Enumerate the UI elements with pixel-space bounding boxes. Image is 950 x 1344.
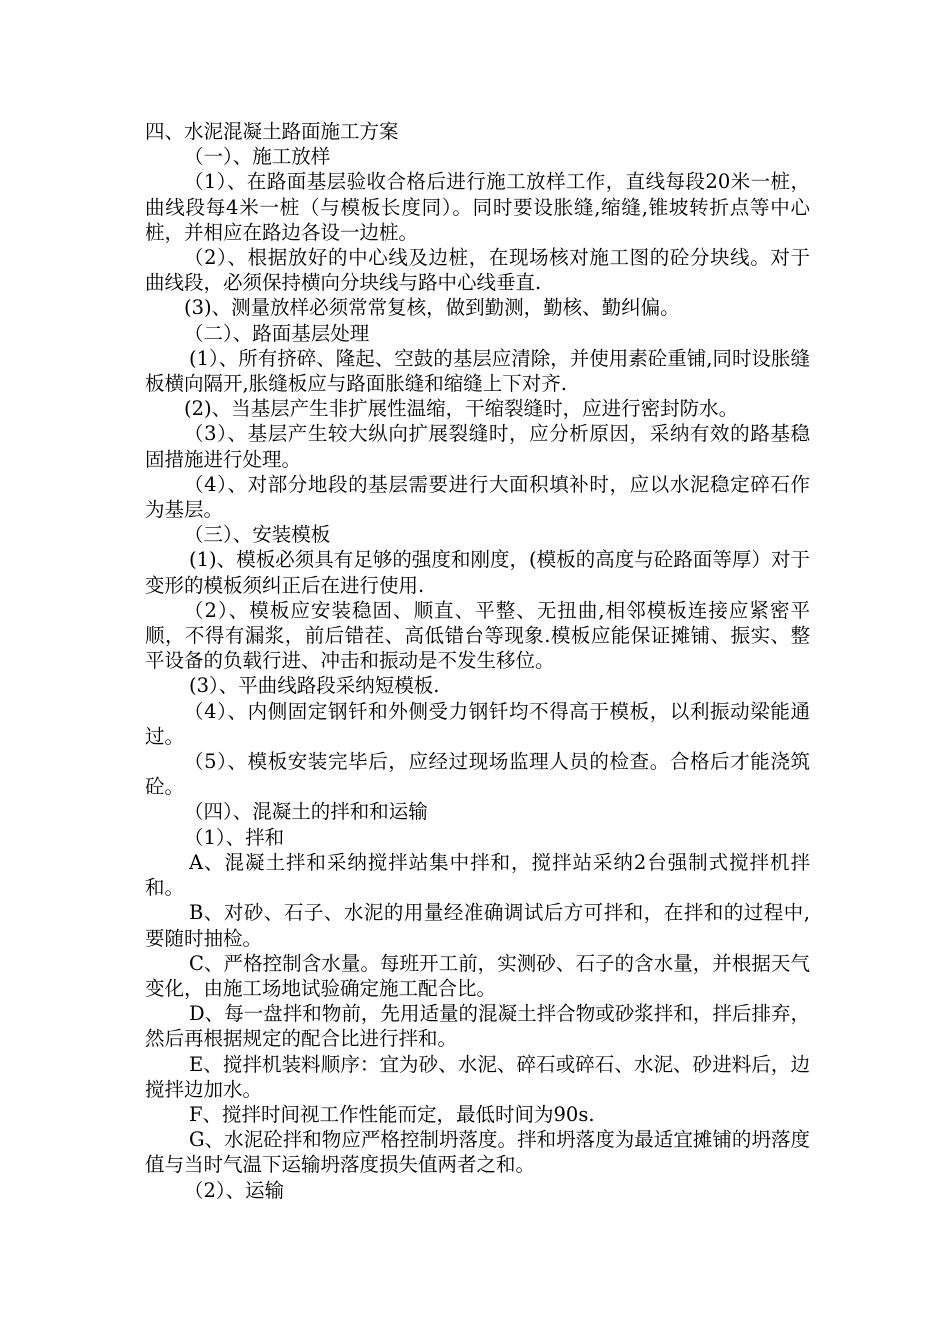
subsection-heading-mixing: （四）、混凝土的拌和和运输 (184, 800, 428, 824)
paragraph-mixing-d: D、每一盘拌和物前，先用适量的混凝土拌合物或砂浆拌和，拌后排弃，然后再根据规定的配合比进行拌和。 (145, 1002, 810, 1051)
paragraph-formwork-5: （5）、模板安装完毕后，应经过现场监理人员的检查。合格后才能浇筑砼。 (145, 750, 810, 799)
paragraph-layout-3: (3)、测量放样必须常常复核，做到勤测，勤核、勤纠偏。 (184, 296, 680, 320)
subheading-mixing: （1）、拌和 (184, 825, 285, 849)
paragraph-mixing-a: A、混凝土拌和采纳搅拌站集中拌和，搅拌站采纳2台强制式搅拌机拌和。 (145, 850, 810, 900)
section-heading: 四、水泥混凝土路面施工方案 (145, 120, 399, 143)
paragraph-mixing-b: B、对砂、石子、水泥的用量经准确调试后方可拌和，在拌和的过程中,要随时抽检。 (145, 901, 810, 950)
document-page (145, 119, 810, 1203)
paragraph-formwork-1: (1)、模板必须具有足够的强度和刚度，(模板的高度与砼路面等厚）对于变形的模板须纠正后在进行使用. (145, 548, 810, 597)
subsection-heading-base: （二）、路面基层处理 (184, 321, 370, 345)
subheading-transport: （2）、运输 (184, 1178, 285, 1202)
paragraph-formwork-2: （2）、模板应安装稳固、顺直、平整、无扭曲,相邻模板连接应紧密平顺，不得有漏浆，前后错茬、高低错台等现象.模板应能保证摊铺、振实、整平设备的负载行进、冲击和振动是不发生移位。 (145, 598, 810, 673)
paragraph-layout-2: （2）、根据放好的中心线及边桩，在现场核对施工图的砼分块线。对于曲线段，必须保持横向分块线与路中心线垂直. (145, 246, 810, 295)
paragraph-base-2: (2)、当基层产生非扩展性温缩，干缩裂缝时，应进行密封防水。 (184, 397, 739, 421)
subsection-heading-layout: （一）、施工放样 (184, 145, 331, 169)
paragraph-base-1: (1）、所有挤碎、隆起、空鼓的基层应清除，并使用素砼重铺,同时设胀缝板横向隔开,胀缝板应与路面胀缝和缩缝上下对齐. (145, 346, 810, 396)
paragraph-base-3: （3）、基层产生较大纵向扩展裂缝时，应分析原因，采纳有效的路基稳固措施进行处理。 (145, 422, 810, 471)
paragraph-mixing-g: G、水泥砼拌和物应严格控制坍落度。拌和坍落度为最适宜摊铺的坍落度值与当时气温下运输坍落度损失值两者之和。 (145, 1128, 810, 1177)
paragraph-formwork-3: (3）、平曲线路段采纳短模板. (189, 674, 440, 698)
paragraph-base-4: （4）、对部分地段的基层需要进行大面积填补时，应以水泥稳定碎石作为基层。 (145, 472, 810, 522)
paragraph-layout-1: （1）、在路面基层验收合格后进行施工放样工作，直线每段20米一桩，曲线段每4米一桩（与模板长度同）。同时要设胀缝,缩缝,锥坡转折点等中心桩，并相应在路边各设一边桩。 (145, 170, 810, 244)
subsection-heading-formwork: （三）、安装模板 (184, 523, 331, 547)
paragraph-mixing-f: F、搅拌时间视工作性能而定，最低时间为90s. (189, 1102, 595, 1126)
paragraph-mixing-c: C、严格控制含水量。每班开工前，实测砂、石子的含水量，并根据天气变化，由施工场地试验确定施工配合比。 (145, 951, 810, 1000)
paragraph-formwork-4: （4）、内侧固定钢钎和外侧受力钢钎均不得高于模板，以利振动梁能通过。 (145, 699, 810, 748)
paragraph-mixing-e: E、搅拌机装料顺序：宜为砂、水泥、碎石或碎石、水泥、砂进料后，边搅拌边加水。 (145, 1052, 810, 1101)
